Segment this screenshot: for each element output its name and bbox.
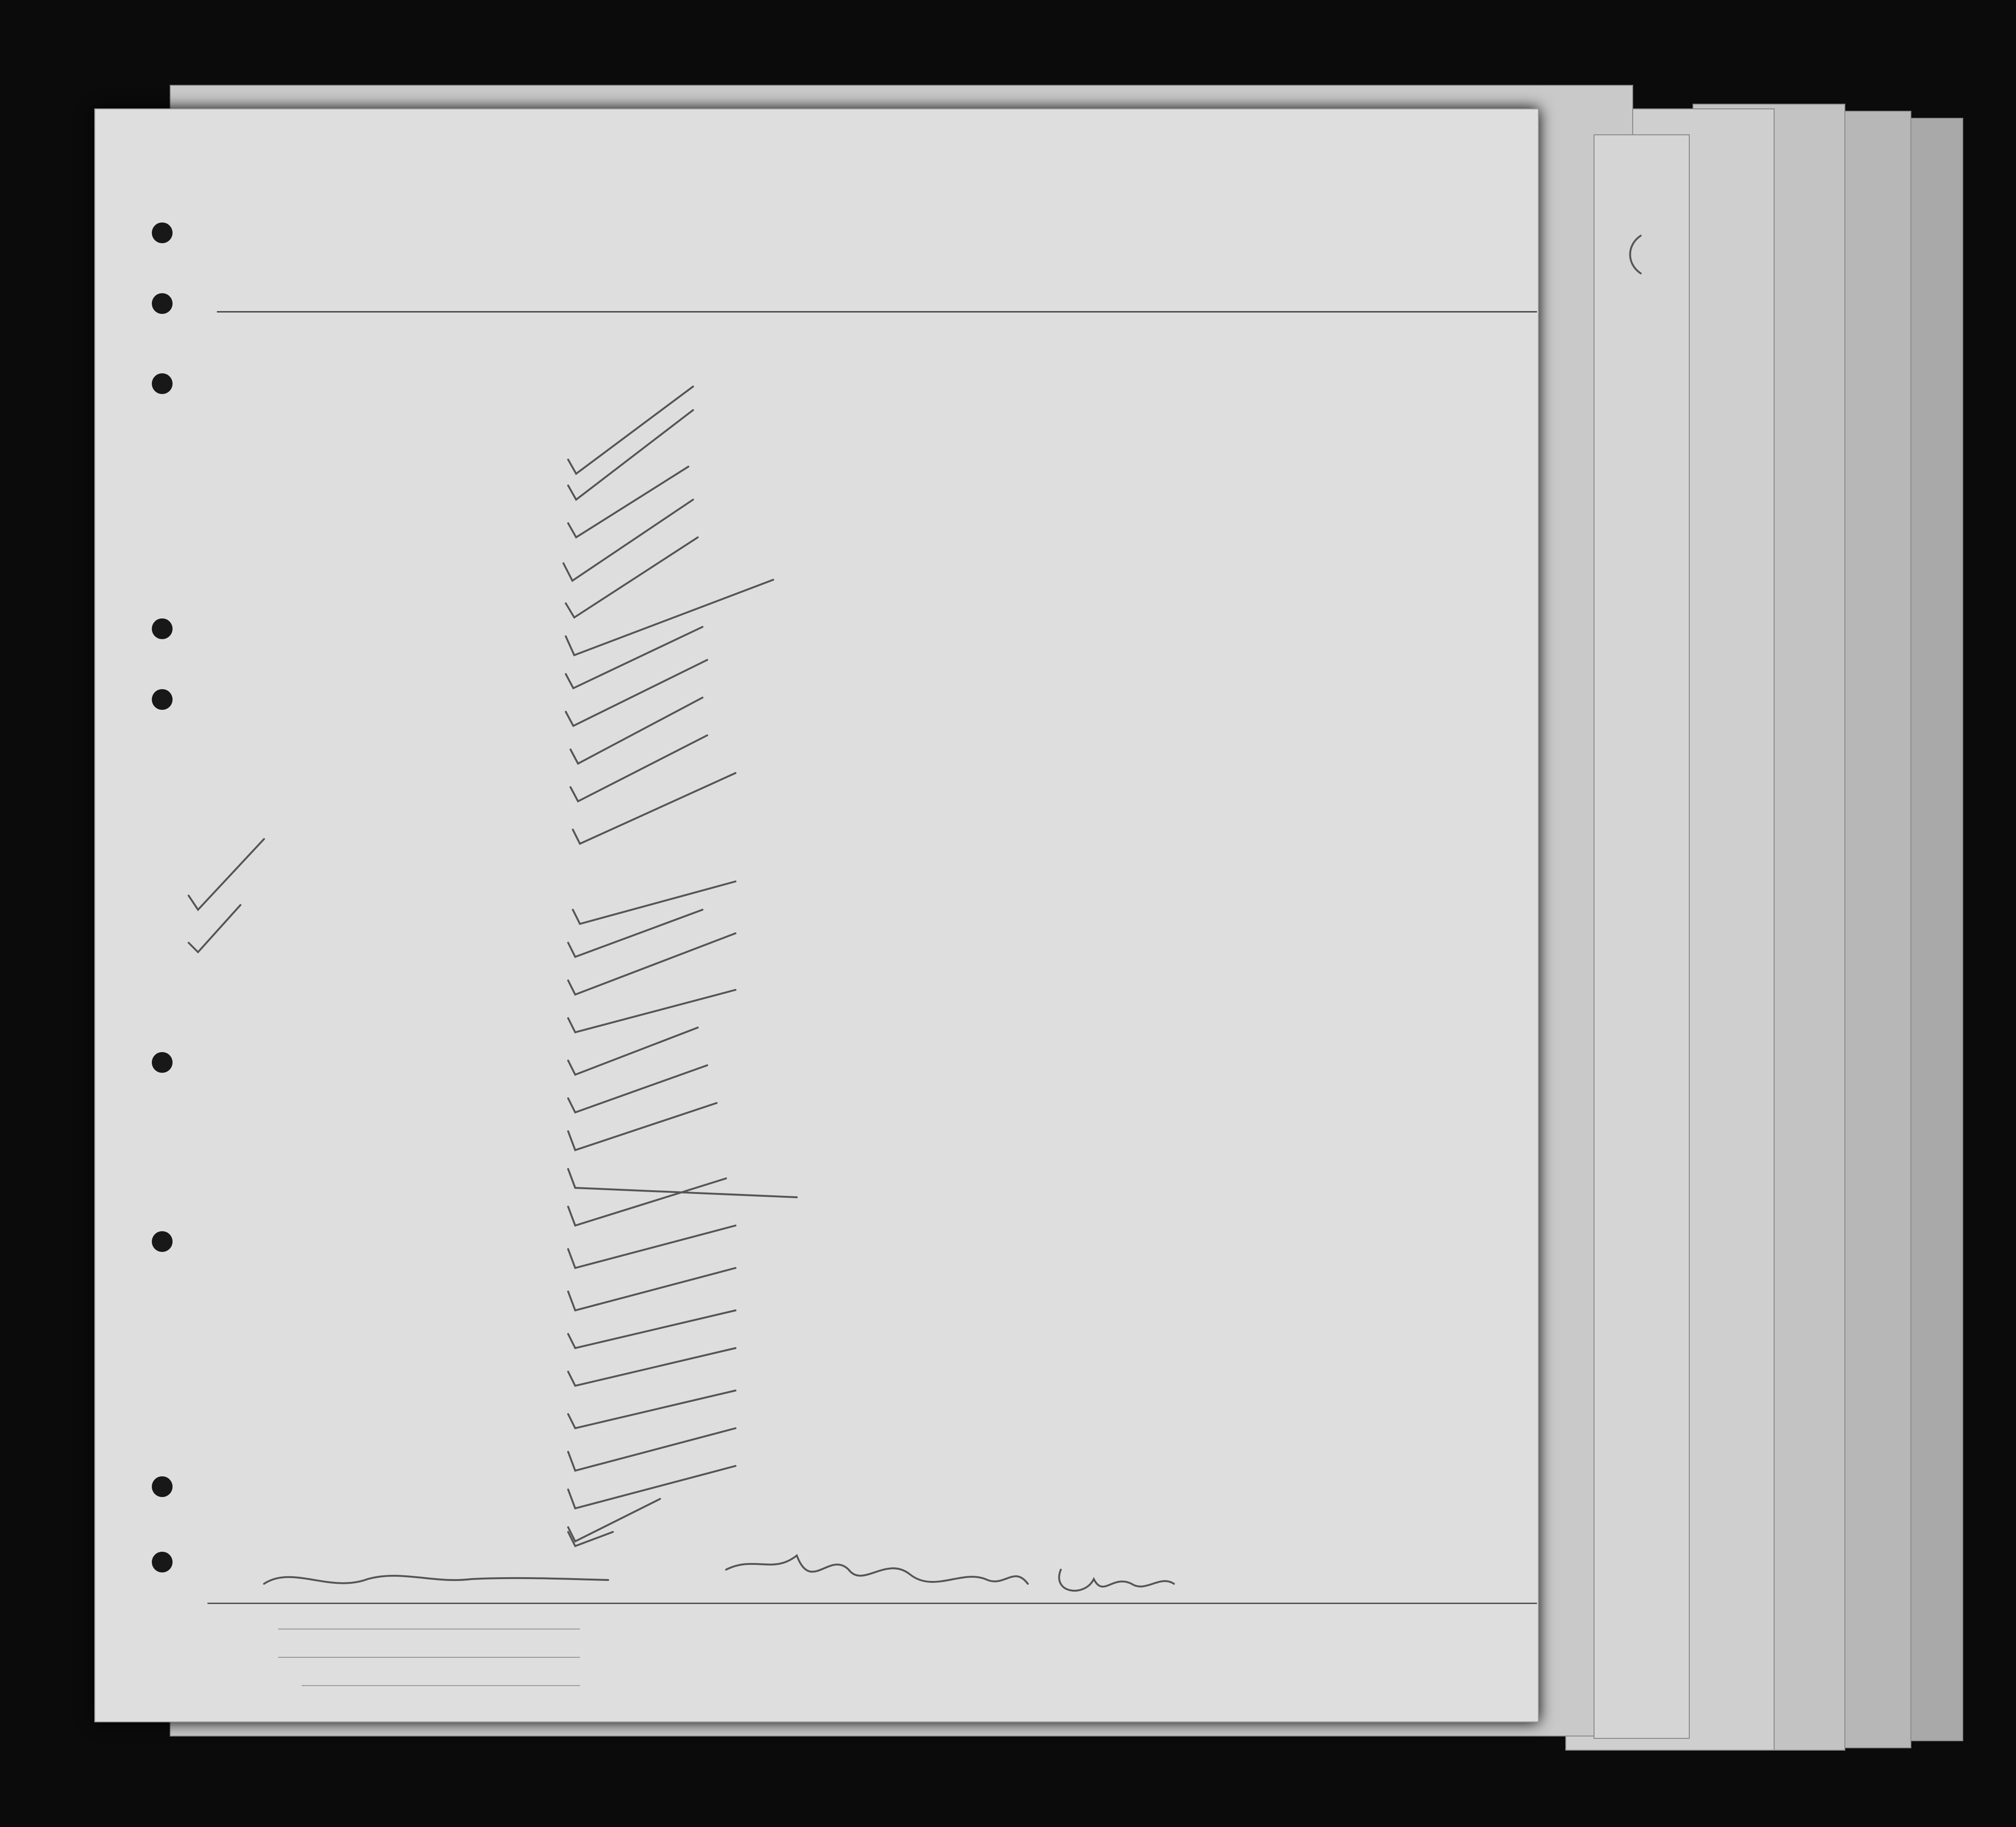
voyage-rule [217, 311, 1537, 313]
manifest-sheet [94, 108, 1539, 1722]
binder-hole [152, 1231, 173, 1252]
binder-hole [152, 222, 173, 243]
footer-field-line [302, 1685, 580, 1686]
footer-rule [207, 1603, 1537, 1604]
binder-hole [152, 689, 173, 710]
under-sheet-2 [1594, 134, 1690, 1739]
binder-hole [152, 373, 173, 394]
footer-field-line [278, 1657, 580, 1658]
binder-hole [152, 1476, 173, 1497]
binder-hole [152, 1552, 173, 1572]
binder-hole [152, 618, 173, 639]
binder-hole [152, 1052, 173, 1073]
binder-hole [152, 293, 173, 314]
